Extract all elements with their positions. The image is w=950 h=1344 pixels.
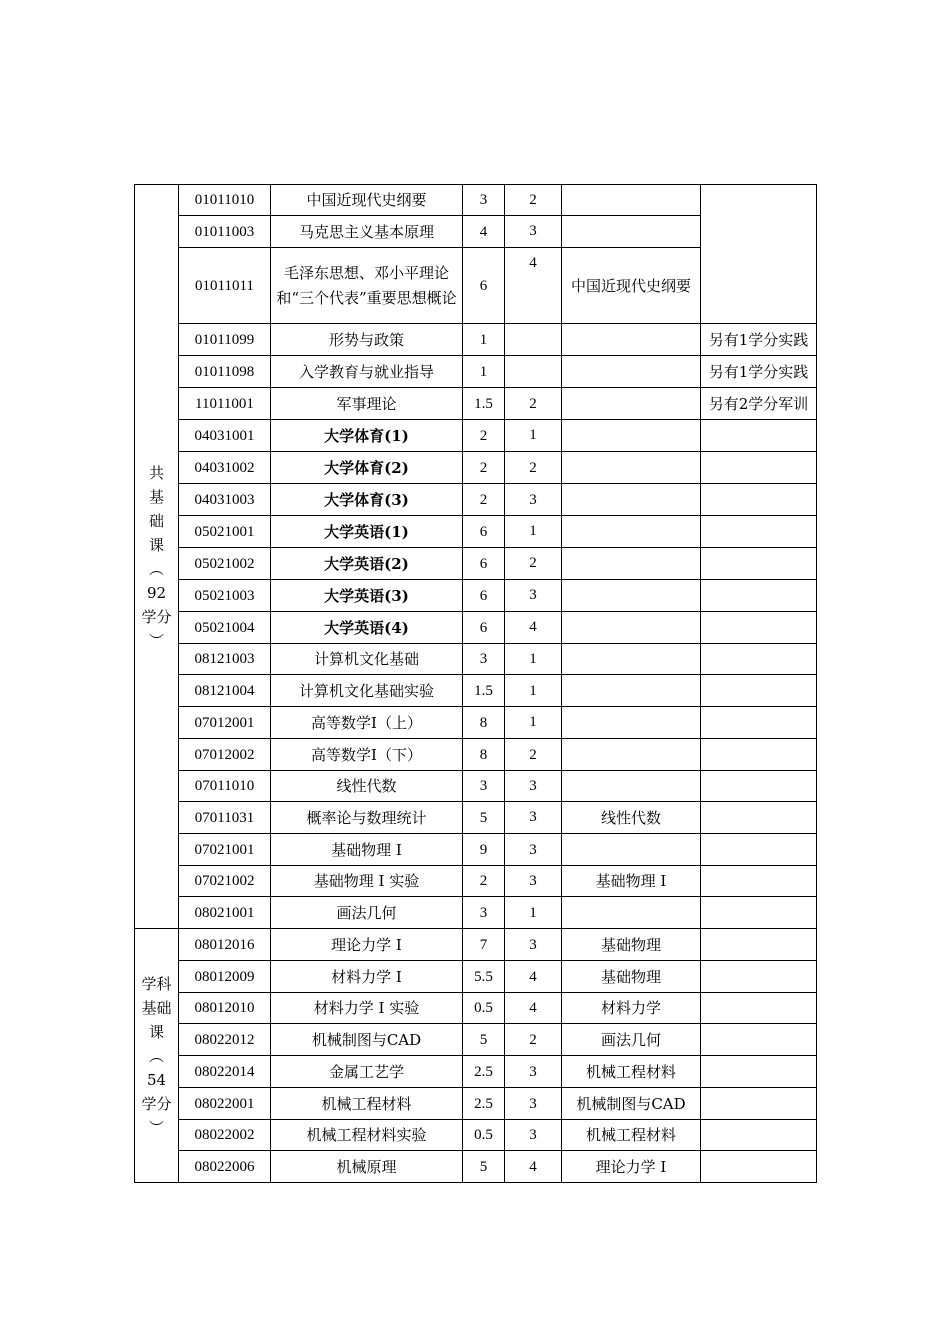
table-row: [135, 707, 817, 739]
table-row: [135, 1056, 817, 1088]
course-table: [134, 184, 817, 1183]
group-label-line: 92: [146, 583, 167, 602]
course-prerequisite: 机械制图与CAD: [562, 1088, 701, 1120]
course-semester: 3: [505, 484, 562, 516]
course-note: 另有1学分实践: [701, 356, 817, 388]
course-note: [701, 1056, 817, 1088]
table-row: [135, 612, 817, 644]
course-prerequisite: [562, 516, 701, 548]
course-name: 大学英语(2): [271, 548, 463, 580]
table-row: [135, 452, 817, 484]
course-prerequisite: [562, 707, 701, 739]
course-name: 机械工程材料实验: [271, 1120, 463, 1151]
table-row: [135, 580, 817, 612]
course-note: [701, 516, 817, 548]
course-semester: [505, 356, 562, 388]
table-row: [135, 484, 817, 516]
course-credit: 5.5: [463, 961, 505, 993]
course-credit: 2: [463, 484, 505, 516]
course-code: 08012009: [179, 961, 271, 993]
table-row: [135, 1024, 817, 1056]
course-credit: 6: [463, 612, 505, 644]
course-credit: 2: [463, 420, 505, 452]
course-semester: 4: [505, 248, 562, 324]
course-note: [701, 739, 817, 771]
course-credit: 3: [463, 644, 505, 675]
course-note: [701, 612, 817, 644]
course-name: 大学体育(2): [271, 452, 463, 484]
course-credit: 1: [463, 356, 505, 388]
course-note: [701, 771, 817, 802]
course-semester: 4: [505, 961, 562, 993]
table-row: [135, 324, 817, 356]
course-credit: 9: [463, 834, 505, 866]
course-credit: 6: [463, 580, 505, 612]
course-credit: 2: [463, 866, 505, 897]
course-name: 机械工程材料: [271, 1088, 463, 1120]
table-row: [135, 356, 817, 388]
course-semester: 4: [505, 1151, 562, 1183]
course-code: 05021002: [179, 548, 271, 580]
course-semester: 1: [505, 675, 562, 707]
course-code: 07011010: [179, 771, 271, 802]
course-semester: 2: [505, 452, 562, 484]
course-note: [701, 993, 817, 1024]
group-label-line: 学分: [141, 1094, 172, 1113]
course-semester: 1: [505, 516, 562, 548]
course-note: [701, 1024, 817, 1056]
group-label-line: 基础: [141, 998, 172, 1017]
course-name: 基础物理 Ⅰ 实验: [271, 866, 463, 897]
course-code: 08022012: [179, 1024, 271, 1056]
course-semester: 3: [505, 1088, 562, 1120]
course-semester: 1: [505, 897, 562, 929]
course-credit: 6: [463, 548, 505, 580]
table-row: [135, 802, 817, 834]
course-name: 形势与政策: [271, 324, 463, 356]
course-prerequisite: 材料力学: [562, 993, 701, 1024]
course-semester: 2: [505, 185, 562, 216]
table-row: [135, 961, 817, 993]
course-note: 另有1学分实践: [701, 324, 817, 356]
table-row: [135, 771, 817, 802]
course-semester: 2: [505, 1024, 562, 1056]
course-code: 04031001: [179, 420, 271, 452]
table-row: [135, 1120, 817, 1151]
table-row: [135, 388, 817, 420]
course-note: [701, 548, 817, 580]
table-row: [135, 897, 817, 929]
course-semester: 3: [505, 216, 562, 248]
course-code: 08012010: [179, 993, 271, 1024]
course-prerequisite: [562, 185, 701, 216]
course-semester: 2: [505, 739, 562, 771]
course-prerequisite: 基础物理: [562, 961, 701, 993]
course-semester: 3: [505, 866, 562, 897]
course-code: 07011031: [179, 802, 271, 834]
course-semester: 3: [505, 771, 562, 802]
table-row: [135, 1088, 817, 1120]
table-row: [135, 420, 817, 452]
course-code: 05021004: [179, 612, 271, 644]
course-name: 军事理论: [271, 388, 463, 420]
group-label-line: 共: [148, 463, 164, 482]
course-credit: 8: [463, 739, 505, 771]
course-prerequisite: [562, 612, 701, 644]
course-semester: 1: [505, 707, 562, 739]
course-credit: 5: [463, 802, 505, 834]
course-prerequisite: 机械工程材料: [562, 1120, 701, 1151]
course-name: 理论力学 Ⅰ: [271, 929, 463, 961]
course-prerequisite: 画法几何: [562, 1024, 701, 1056]
course-note: [701, 675, 817, 707]
course-credit: 2.5: [463, 1056, 505, 1088]
course-note: [701, 644, 817, 675]
group-label-line: 学分: [141, 607, 172, 626]
course-credit: 5: [463, 1151, 505, 1183]
course-name: 大学体育(3): [271, 484, 463, 516]
course-prerequisite: 中国近现代史纲要: [562, 248, 701, 324]
course-prerequisite: [562, 356, 701, 388]
course-semester: 3: [505, 1120, 562, 1151]
course-code: 08022002: [179, 1120, 271, 1151]
course-note: [701, 185, 817, 324]
course-name: 基础物理 Ⅰ: [271, 834, 463, 866]
course-credit: 3: [463, 185, 505, 216]
table-row: [135, 866, 817, 897]
course-code: 01011011: [179, 248, 271, 324]
course-credit: 6: [463, 248, 505, 324]
course-code: 11011001: [179, 388, 271, 420]
course-name: 材料力学 Ⅰ 实验: [271, 993, 463, 1024]
course-prerequisite: 机械工程材料: [562, 1056, 701, 1088]
course-code: 08121004: [179, 675, 271, 707]
course-prerequisite: [562, 739, 701, 771]
course-semester: 2: [505, 548, 562, 580]
group-label-line: 础: [148, 511, 164, 530]
course-semester: 4: [505, 612, 562, 644]
course-note: [701, 707, 817, 739]
course-code: 01011098: [179, 356, 271, 388]
course-note: [701, 1088, 817, 1120]
course-name: 高等数学Ⅰ（下）: [271, 739, 463, 771]
course-semester: 3: [505, 1056, 562, 1088]
course-credit: 5: [463, 1024, 505, 1056]
course-semester: 2: [505, 388, 562, 420]
course-name: 机械原理: [271, 1151, 463, 1183]
group-label-line: ︶: [148, 631, 164, 650]
group-label-cell: [135, 929, 179, 1183]
course-semester: 3: [505, 834, 562, 866]
course-credit: 2.5: [463, 1088, 505, 1120]
table-row: [135, 548, 817, 580]
group-label-line: ︶: [148, 1118, 164, 1137]
course-note: [701, 897, 817, 929]
group-label-line: 课: [148, 535, 164, 554]
course-prerequisite: [562, 580, 701, 612]
course-name: 机械制图与CAD: [271, 1024, 463, 1056]
course-credit: 8: [463, 707, 505, 739]
table-row: [135, 739, 817, 771]
group-label-cell: [135, 185, 179, 929]
course-semester: 1: [505, 644, 562, 675]
table-row: [135, 675, 817, 707]
course-credit: 1: [463, 324, 505, 356]
course-prerequisite: [562, 420, 701, 452]
course-code: 05021001: [179, 516, 271, 548]
course-prerequisite: [562, 771, 701, 802]
group-label-line: 学科: [141, 974, 172, 993]
course-semester: 3: [505, 802, 562, 834]
course-code: 07012001: [179, 707, 271, 739]
course-prerequisite: [562, 834, 701, 866]
course-note: [701, 580, 817, 612]
course-note: [701, 961, 817, 993]
course-name: 大学英语(4): [271, 612, 463, 644]
course-name: 线性代数: [271, 771, 463, 802]
course-code: 04031003: [179, 484, 271, 516]
course-credit: 7: [463, 929, 505, 961]
course-semester: [505, 324, 562, 356]
course-name: 马克思主义基本原理: [271, 216, 463, 248]
course-code: 08022001: [179, 1088, 271, 1120]
course-name: 计算机文化基础: [271, 644, 463, 675]
course-prerequisite: [562, 675, 701, 707]
course-credit: 6: [463, 516, 505, 548]
course-code: 08022014: [179, 1056, 271, 1088]
course-name: 画法几何: [271, 897, 463, 929]
table-row: [135, 993, 817, 1024]
course-code: 01011099: [179, 324, 271, 356]
course-note: [701, 834, 817, 866]
course-credit: 1.5: [463, 675, 505, 707]
course-prerequisite: [562, 452, 701, 484]
table-row: [135, 834, 817, 866]
course-code: 08022006: [179, 1151, 271, 1183]
course-credit: 1.5: [463, 388, 505, 420]
group-label-line: 54: [146, 1070, 167, 1089]
course-name: 大学英语(3): [271, 580, 463, 612]
course-prerequisite: [562, 644, 701, 675]
course-code: 08021001: [179, 897, 271, 929]
course-code: 04031002: [179, 452, 271, 484]
course-name: 毛泽东思想、邓小平理论和“三个代表”重要思想概论: [271, 248, 463, 324]
course-prerequisite: [562, 324, 701, 356]
course-code: 05021003: [179, 580, 271, 612]
table-row: [135, 185, 817, 216]
course-semester: 4: [505, 993, 562, 1024]
group-label-line: 基: [148, 487, 164, 506]
course-code: 01011003: [179, 216, 271, 248]
course-prerequisite: [562, 216, 701, 248]
course-note: [701, 866, 817, 897]
course-credit: 3: [463, 771, 505, 802]
course-note: [701, 420, 817, 452]
course-note: [701, 1120, 817, 1151]
group-label-line: 课: [148, 1022, 164, 1041]
course-note: [701, 1151, 817, 1183]
course-semester: 1: [505, 420, 562, 452]
course-prerequisite: 基础物理 Ⅰ: [562, 866, 701, 897]
course-name: 中国近现代史纲要: [271, 185, 463, 216]
course-note: [701, 452, 817, 484]
course-prerequisite: 理论力学 Ⅰ: [562, 1151, 701, 1183]
course-semester: 3: [505, 580, 562, 612]
course-prerequisite: 基础物理: [562, 929, 701, 961]
course-prerequisite: [562, 388, 701, 420]
course-credit: 3: [463, 897, 505, 929]
table-row: [135, 516, 817, 548]
course-prerequisite: 线性代数: [562, 802, 701, 834]
course-name: 材料力学 Ⅰ: [271, 961, 463, 993]
course-code: 01011010: [179, 185, 271, 216]
course-note: 另有2学分军训: [701, 388, 817, 420]
course-name: 大学英语(1): [271, 516, 463, 548]
course-prerequisite: [562, 897, 701, 929]
table-row: [135, 1151, 817, 1183]
course-prerequisite: [562, 548, 701, 580]
course-note: [701, 929, 817, 961]
course-prerequisite: [562, 484, 701, 516]
course-code: 08121003: [179, 644, 271, 675]
course-credit: 4: [463, 216, 505, 248]
course-note: [701, 802, 817, 834]
course-code: 07012002: [179, 739, 271, 771]
course-name: 大学体育(1): [271, 420, 463, 452]
course-semester: 3: [505, 929, 562, 961]
course-name: 高等数学Ⅰ（上）: [271, 707, 463, 739]
course-credit: 0.5: [463, 993, 505, 1024]
course-code: 07021001: [179, 834, 271, 866]
course-name: 概率论与数理统计: [271, 802, 463, 834]
course-credit: 2: [463, 452, 505, 484]
group-label-line: ︵: [148, 1046, 164, 1065]
table-row: [135, 644, 817, 675]
table-row: [135, 929, 817, 961]
course-name: 入学教育与就业指导: [271, 356, 463, 388]
course-code: 08012016: [179, 929, 271, 961]
course-credit: 0.5: [463, 1120, 505, 1151]
course-code: 07021002: [179, 866, 271, 897]
group-label-line: ︵: [148, 559, 164, 578]
course-note: [701, 484, 817, 516]
course-name: 金属工艺学: [271, 1056, 463, 1088]
course-name: 计算机文化基础实验: [271, 675, 463, 707]
